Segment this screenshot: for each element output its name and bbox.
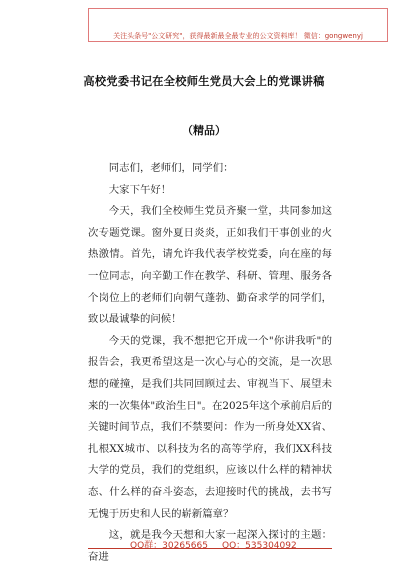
footer: [0, 526, 408, 550]
paragraph-salutation: 同志们，老师们，同学们：: [108, 162, 234, 174]
footer-qq-contact: QQ：535304092: [222, 541, 297, 551]
header-banner-text: 关注头条号"公文研究"，获得最新最全最专业的公文资料库！ 微信：gongwenyj: [113, 32, 363, 40]
paragraph-greeting: 大家下午好！: [108, 183, 172, 196]
document-body: [88, 158, 332, 568]
footer-divider: [88, 548, 332, 549]
header-banner: [88, 8, 388, 42]
paragraph-opening: 今天，我们全校师生党员齐聚一堂，共同参加这次专题党课。窗外夏日炎炎，正如我们干事创业的火热激情。首先，请允许我代表学校党委，向在座的每一位同志，向辛勤工作在教学、科研、管理、服务各个岗位上的老师们向朝气蓬勃、勤奋求学的同学们，致以最诚挚的问候！: [88, 205, 332, 326]
paragraph-topic: 这，就是我今天想和大家一起深入探讨的主题：奋进: [88, 529, 332, 563]
document-title: 高校党委书记在全校师生党员大会上的党课讲稿: [83, 74, 325, 88]
document-subtitle: （精品）: [182, 124, 226, 137]
footer-qq-group: QQ群：30265665: [130, 541, 208, 551]
paragraph-theme: 今天的党课，我不想把它开成一个"你讲我听"的报告会，我更希望这是一次心与心的交流，是一次思想的碰撞，是我们共同回顾过去、审视当下、展望未来的一次集体"政治生日"。在2025年这个承前启后的关键时间节点，我们不禁要问：作为一所身处XX省、扎根XX城市、以科技为名的高等学府，我们XX科技大学的党员，我们的党组织，应该以什么样的精神状态、什么样的奋斗姿态，去迎接时代的挑战，去书写无愧于历史和人民的崭新篇章？: [88, 334, 332, 520]
